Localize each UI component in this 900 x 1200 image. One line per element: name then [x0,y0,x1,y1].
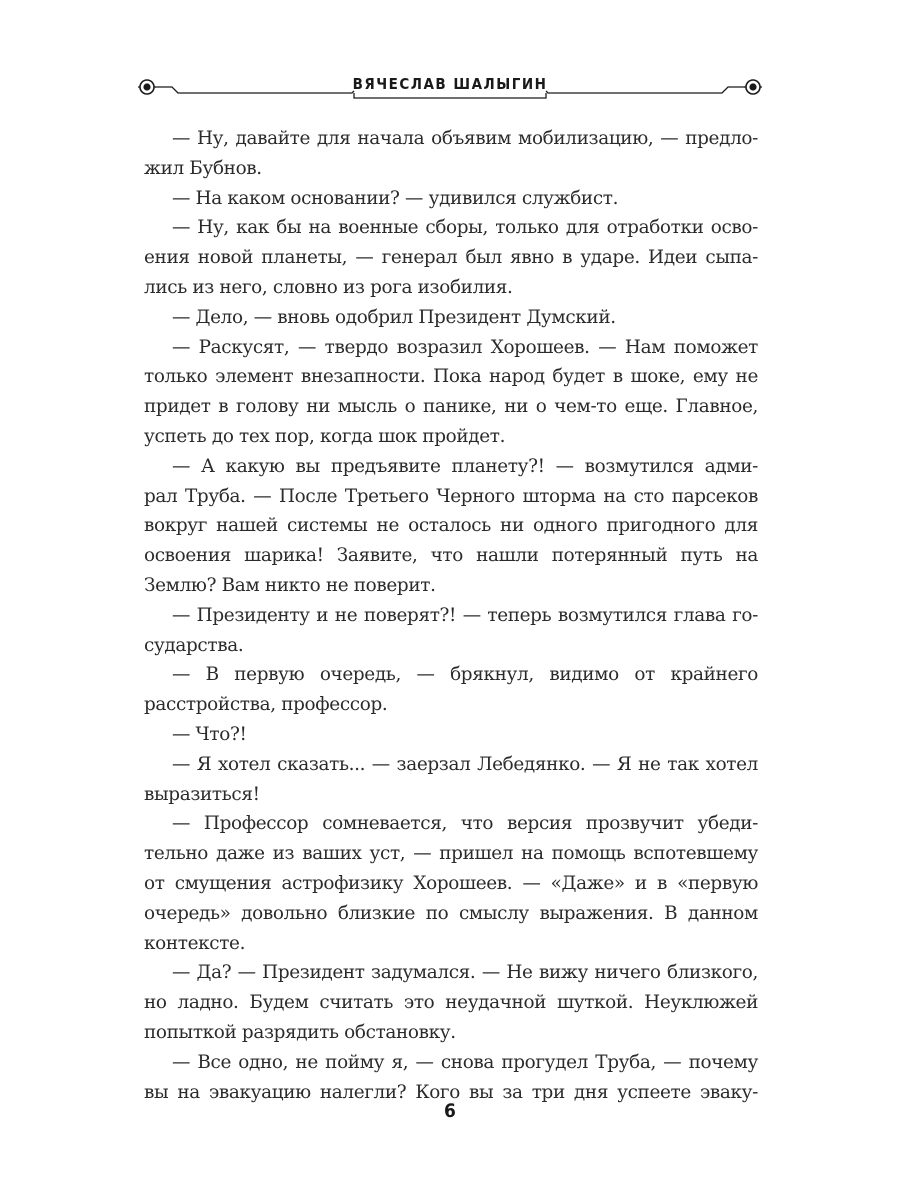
paragraph [144,452,758,601]
running-header-author: ВЯЧЕСЛАВ ШАЛЫГИН [352,75,548,93]
paragraph [144,750,758,810]
text-line: вокруг нашей системы не осталось ни одного пригодного для [144,515,758,537]
text-line: но ладно. Будем считать это неудачной шуткой. Неуклюжей [144,992,758,1014]
text-line: лись из него, словно из рога изобилия. [144,276,513,298]
text-line: — В первую очередь, — брякнул, видимо от крайнего [172,664,758,686]
text-line: только элемент внезапности. Пока народ будет в шоке, ему не [144,366,758,388]
text-line: придет в голову ни мысль о панике, ни о чем-то еще. Главное, [144,396,758,418]
text-line: попыткой разрядить обстановку. [144,1021,456,1043]
text-line: — На каком основании? — удивился службист. [172,187,619,209]
running-header [138,72,762,104]
paragraph [144,1048,758,1108]
text-line: успеть до тех пор, когда шок пройдет. [144,425,506,447]
page-number: 6 [444,1100,456,1122]
paragraph [144,213,758,302]
text-line: ения новой планеты, — генерал был явно в ударе. Идеи сыпа- [144,247,758,269]
paragraph [144,303,758,333]
text-line: — Да? — Президент задумался. — Не вижу ничего близкого, [172,962,758,984]
paragraph [144,660,758,720]
paragraph [144,958,758,1047]
text-line: рал Труба. — После Третьего Черного шторма на сто парсеков [144,485,758,507]
body-text [144,124,758,1107]
text-line: вы на эвакуацию налегли? Кого вы за три дня успеете эваку- [144,1081,758,1103]
text-line: — Ну, как бы на военные сборы, только для отработки осво- [172,217,758,239]
text-line: — А какую вы предъявите планету?! — возмутился адми- [172,455,758,477]
text-line: контексте. [144,932,246,954]
text-line: выразиться! [144,783,260,805]
text-line: — Я хотел сказать... — заерзал Лебедянко. — Я не так хотел [172,753,758,775]
text-line: — Президенту и не поверят?! — теперь возмутился глава го- [172,604,758,626]
paragraph [144,184,758,214]
text-line: — Дело, — вновь одобрил Президент Думский. [172,306,616,328]
paragraph [144,333,758,452]
paragraph [144,601,758,661]
text-line: — Профессор сомневается, что версия прозвучит убеди- [172,813,758,835]
paragraph [144,720,758,750]
text-line: жил Бубнов. [144,157,262,179]
text-line: освоения шарика! Заявите, что нашли потерянный путь на [144,545,758,567]
text-line: Землю? Вам никто не поверит. [144,574,436,596]
text-line: расстройства, профессор. [144,694,388,716]
text-line: — Ну, давайте для начала объявим мобилизацию, — предло- [172,128,758,149]
text-line: тельно даже из ваших уст, — пришел на помощь вспотевшему [144,843,758,865]
text-line: — Все одно, не пойму я, — снова прогудел Труба, — почему [172,1051,758,1073]
text-line: сударства. [144,634,244,656]
paragraph [144,809,758,958]
text-line: — Что?! [172,723,247,745]
text-line: очередь» довольно близкие по смыслу выражения. В данном [144,902,758,924]
text-line: — Раскусят, — твердо возразил Хорошеев. — Нам поможет [172,336,758,358]
text-line: от смущения астрофизику Хорошеев. — «Даже» и в «первую [144,872,758,894]
paragraph [144,124,758,184]
